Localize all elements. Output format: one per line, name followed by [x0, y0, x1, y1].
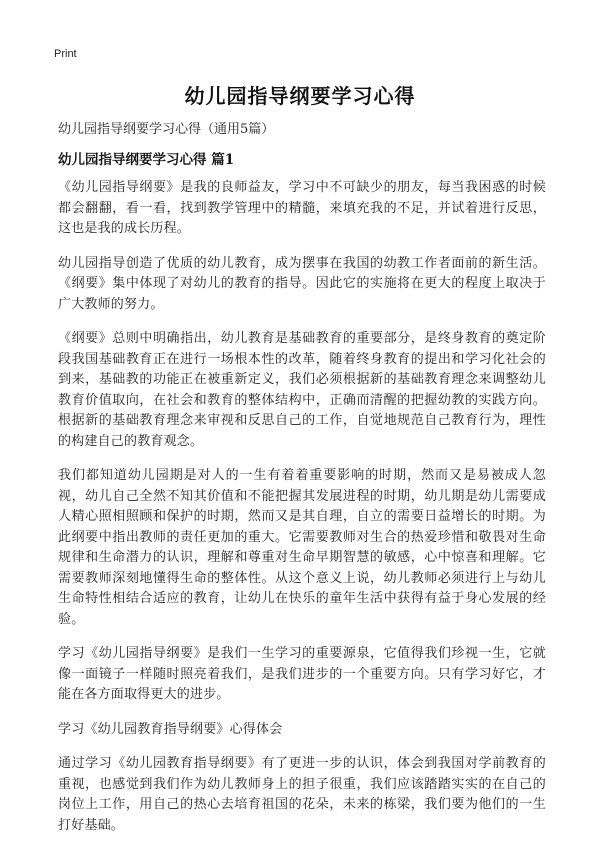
document-subtitle: 幼儿园指导纲要学习心得（通用5篇）: [58, 122, 275, 137]
paragraph-5: 学习《幼儿园指导纲要》是我们一生学习的重要源泉，它值得我们珍视一生，它就像一面镜子一样随时照亮着我们，是我们进步的一个重要方向。只有学习好它，才能在各方面取得更大的进步。: [58, 646, 546, 702]
sub-heading: 学习《幼儿园教育指导纲要》心得体会: [58, 721, 283, 737]
paragraph-3: 《纲要》总则中明确指出，幼儿教育是基础教育的重要部分，是终身教育的奠定阶段我国基础教育正在进行一场根本性的改革，随着终身教育的提出和学习化社会的到来，基础教的功能正在被重新定义，我们必须根据新的基础教育理念来调整幼儿教育价值取向，在社会和教育的整体结构中，正确而清醒的把握幼教的实践方向。根据新的基础教育理念来审视和反思自己的工作，自觉地规范自己教育行为，理性的构建自己的教育观念。: [58, 331, 546, 449]
paragraph-6: 通过学习《幼儿园教育指导纲要》有了更进一步的认识，体会到我国对学前教育的重视，也感觉到我们作为幼儿教师身上的担子很重，我们应该踏踏实实的在自己的岗位上工作，用自己的热心去培育祖国的花朵，未来的栋梁，我们要为他们的一生打好基础。: [58, 756, 546, 833]
print-link[interactable]: Print: [54, 48, 77, 60]
article-body: [58, 178, 546, 850]
page-title: 幼儿园指导纲要学习心得: [184, 84, 416, 108]
paragraph-2: 幼儿园指导创造了优质的幼儿教育，成为摆事在我国的幼教工作者面前的新生活。《纲要》集中体现了对幼儿的教育的指导。因此它的实施将在更大的程度上取决于广大教师的努力。: [58, 255, 546, 312]
paragraph-4: 我们都知道幼儿园期是对人的一生有着着重要影响的时期，然而又是易被成人忽视，幼儿自己全然不知其价值和不能把握其发展进程的时期，幼儿期是幼儿需要成人精心照相照顾和保护的时期，然而又是其自理，自立的需要日益增长的时期。为此纲要中指出教师的责任更加的重大。它需要教师对生合的热爱珍惜和敬畏对生命规律和生命潜力的认识，理解和尊重对生命早期智慧的敏感，心中惊喜和理解。它需要教师深刻地懂得生命的整体性。从这个意义上说，幼儿教师必须进行上与幼儿生命特性相结合适应的教育，让幼儿在快乐的童年生活中获得有益于身心发展的经验。: [58, 468, 546, 627]
section-heading: 幼儿园指导纲要学习心得 篇1: [58, 152, 235, 168]
paragraph-1: 《幼儿园指导纲要》是我的良师益友，学习中不可缺少的朋友，每当我困惑的时候都会翻翻，看一看，找到教学管理中的精髓，来填充我的不足，并试着进行反思，这也是我的成长历程。: [58, 180, 546, 236]
